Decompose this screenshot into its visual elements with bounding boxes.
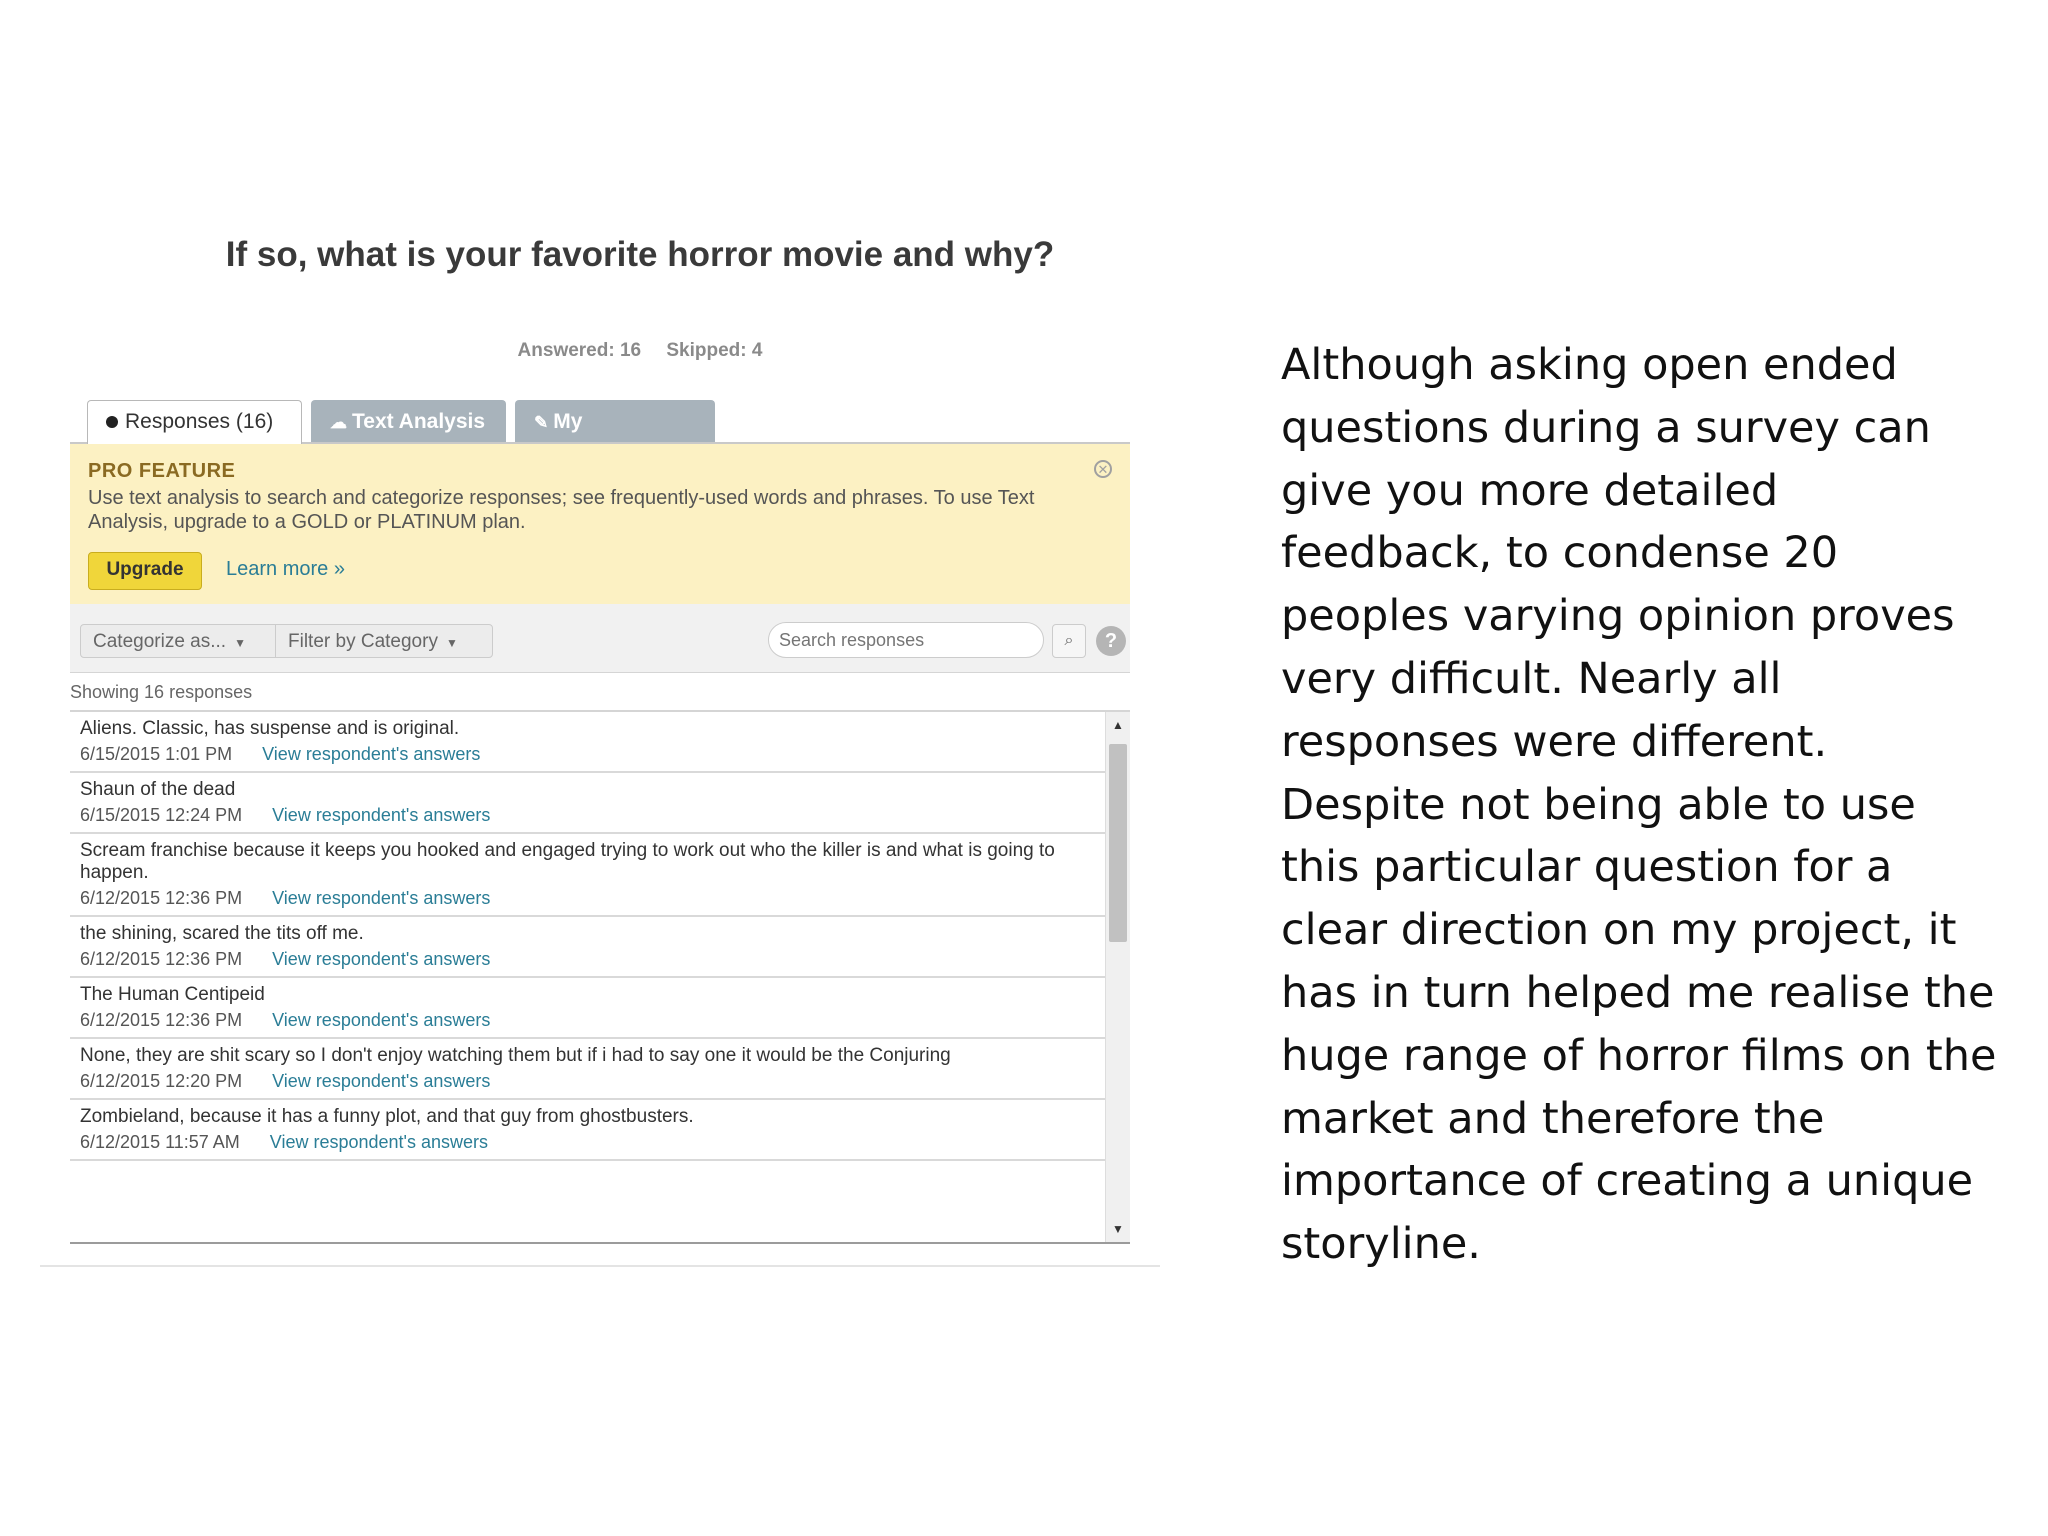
list-item — [70, 1039, 1106, 1100]
tag-icon: ✎ — [534, 413, 549, 432]
close-icon[interactable]: ✕ — [1094, 460, 1112, 478]
tab-responses[interactable] — [87, 400, 302, 444]
skipped-count: Skipped: 4 — [666, 340, 763, 361]
scroll-down-icon[interactable]: ▼ — [1112, 1222, 1124, 1236]
pro-feature-banner — [70, 444, 1130, 604]
categorize-dropdown[interactable] — [80, 624, 276, 658]
tab-text-analysis[interactable] — [311, 400, 506, 442]
question-stats — [40, 340, 1240, 362]
view-answers-link[interactable]: View respondent's answers — [272, 805, 491, 825]
response-date: 6/12/2015 12:20 PM — [80, 1071, 243, 1091]
response-text: Shaun of the dead — [80, 779, 236, 800]
scroll-up-icon[interactable]: ▲ — [1112, 718, 1124, 732]
response-date: 6/12/2015 12:36 PM — [80, 888, 243, 908]
response-text: Aliens. Classic, has suspense and is original. — [80, 718, 460, 739]
response-toolbar — [70, 604, 1130, 673]
response-text: None, they are shit scary so I don't enjoy watching them but if i had to say one it would be the Conjuring — [80, 1045, 951, 1066]
list-item — [70, 917, 1106, 978]
view-answers-link[interactable]: View respondent's answers — [272, 1010, 491, 1030]
learn-more-link[interactable]: Learn more » — [226, 558, 345, 580]
tab-responses-label: Responses (16) — [125, 410, 274, 433]
question-title: If so, what is your favorite horror movie and why? — [225, 235, 1055, 274]
list-item — [70, 834, 1106, 917]
search-input[interactable] — [768, 622, 1044, 658]
list-item — [70, 978, 1106, 1039]
view-answers-link[interactable]: View respondent's answers — [272, 1071, 491, 1091]
response-list — [70, 710, 1130, 1244]
response-date: 6/15/2015 12:24 PM — [80, 805, 243, 825]
list-item — [70, 712, 1106, 773]
categorize-label: Categorize as... — [93, 631, 227, 652]
filter-label: Filter by Category — [288, 631, 438, 652]
showing-count: Showing 16 responses — [70, 682, 253, 702]
chevron-down-icon: ▼ — [445, 636, 458, 650]
response-text: Zombieland, because it has a funny plot, and that guy from ghostbusters. — [80, 1106, 694, 1127]
list-item — [70, 773, 1106, 834]
slide-description: Although asking open ended questions during a survey can give you more detailed feedback, to condense 20 peoples varying opinion proves very difficult. Nearly all responses were different. Despite not being able to use this particular question for a clear direction on my project, it has in turn helped me realise the huge range of horror films on the market and therefore the importance of creating a unique storyline. — [1281, 340, 1997, 1270]
answered-count: Answered: 16 — [517, 340, 642, 361]
filter-dropdown[interactable] — [275, 624, 493, 658]
pro-feature-text: Use text analysis to search and categorize responses; see frequently-used words and phrases. To use Text Analysis, upgrade to a GOLD or PLATINUM plan. — [88, 487, 1035, 533]
response-date: 6/12/2015 12:36 PM — [80, 1010, 243, 1030]
scrollbar[interactable] — [1105, 712, 1130, 1242]
list-item — [70, 1100, 1106, 1161]
tab-text-analysis-label: Text Analysis — [352, 410, 486, 433]
response-date: 6/12/2015 11:57 AM — [80, 1132, 240, 1152]
tab-my-categories[interactable] — [515, 400, 715, 442]
pro-feature-title: PRO FEATURE — [88, 460, 236, 482]
scrollbar-thumb[interactable] — [1109, 744, 1127, 942]
tab-bar — [70, 400, 1130, 444]
cloud-icon: ☁ — [330, 413, 347, 432]
tab-my-categories-label: My — [553, 410, 583, 433]
response-text: The Human Centipeid — [80, 984, 265, 1005]
upgrade-button[interactable]: Upgrade — [88, 552, 202, 590]
chevron-down-icon: ▼ — [234, 636, 246, 650]
bullet-icon — [106, 416, 118, 428]
search-icon[interactable]: ⌕ — [1052, 624, 1086, 658]
help-icon[interactable]: ? — [1096, 626, 1126, 656]
survey-screenshot — [40, 180, 1160, 1267]
view-answers-link[interactable]: View respondent's answers — [272, 949, 491, 969]
response-text: Scream franchise because it keeps you hooked and engaged trying to work out who the killer is and what is going to happen. — [80, 840, 1055, 883]
response-text: the shining, scared the tits off me. — [80, 923, 364, 944]
response-date: 6/15/2015 1:01 PM — [80, 744, 233, 764]
view-answers-link[interactable]: View respondent's answers — [262, 744, 481, 764]
view-answers-link[interactable]: View respondent's answers — [272, 888, 491, 908]
response-date: 6/12/2015 12:36 PM — [80, 949, 243, 969]
view-answers-link[interactable]: View respondent's answers — [269, 1132, 489, 1152]
